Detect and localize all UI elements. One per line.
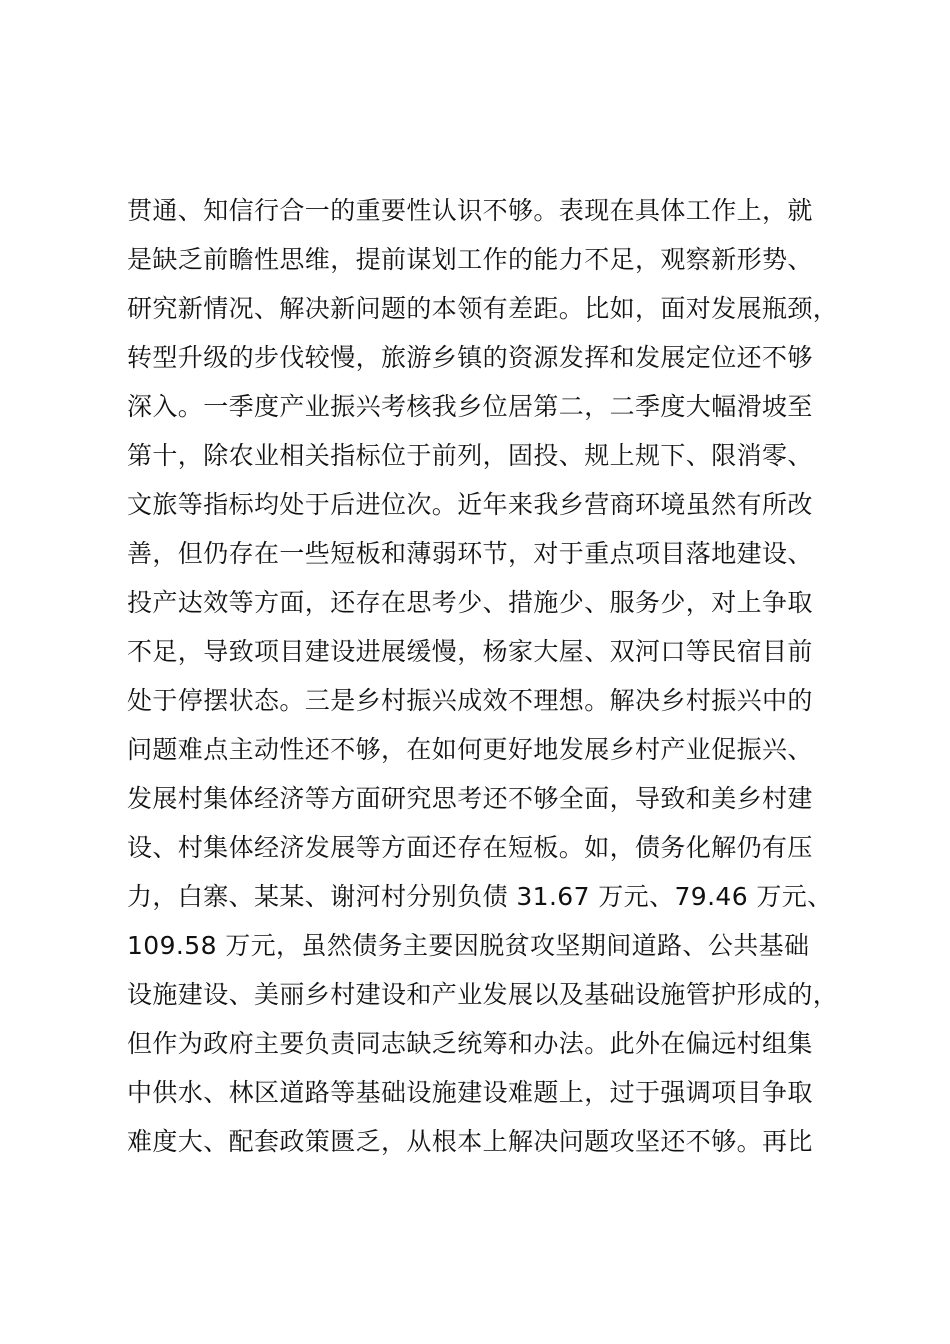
text-line: 但作为政府主要负责同志缺乏统筹和办法。此外在偏远村组集 bbox=[127, 1029, 813, 1058]
text-line: 第十，除农业相关指标位于前列，固投、规上规下、限消零、 bbox=[127, 441, 813, 470]
text-line: 深入。一季度产业振兴考核我乡位居第二，二季度大幅滑坡至 bbox=[127, 392, 813, 421]
text-line: 投产达效等方面，还存在思考少、措施少、服务少，对上争取 bbox=[127, 588, 813, 617]
text-line: 设、村集体经济发展等方面还存在短板。如，债务化解仍有压 bbox=[127, 833, 813, 862]
text-line: 中供水、林区道路等基础设施建设难题上，过于强调项目争取 bbox=[127, 1078, 813, 1107]
text-line: 发展村集体经济等方面研究思考还不够全面，导致和美乡村建 bbox=[127, 784, 813, 813]
text-line: 贯通、知信行合一的重要性认识不够。表现在具体工作上，就 bbox=[127, 196, 813, 225]
text-line: 转型升级的步伐较慢，旅游乡镇的资源发挥和发展定位还不够 bbox=[127, 343, 813, 372]
text-line: 是缺乏前瞻性思维，提前谋划工作的能力不足，观察新形势、 bbox=[127, 245, 813, 274]
text-line: 问题难点主动性还不够，在如何更好地发展乡村产业促振兴、 bbox=[127, 735, 813, 764]
text-line: 力，白寨、某某、谢河村分别负债 31.67 万元、79.46 万元、 bbox=[127, 882, 833, 911]
text-line: 处于停摆状态。三是乡村振兴成效不理想。解决乡村振兴中的 bbox=[127, 686, 813, 715]
text-line: 不足，导致项目建设进展缓慢，杨家大屋、双河口等民宿目前 bbox=[127, 637, 813, 666]
text-line: 设施建设、美丽乡村建设和产业发展以及基础设施管护形成的， bbox=[127, 980, 839, 1009]
text-line: 研究新情况、解决新问题的本领有差距。比如，面对发展瓶颈， bbox=[127, 294, 839, 323]
text-line: 善，但仍存在一些短板和薄弱环节，对于重点项目落地建设、 bbox=[127, 539, 813, 568]
text-line: 文旅等指标均处于后进位次。近年来我乡营商环境虽然有所改 bbox=[127, 490, 813, 519]
text-line: 难度大、配套政策匮乏，从根本上解决问题攻坚还不够。再比 bbox=[127, 1127, 813, 1156]
body-paragraph bbox=[127, 186, 867, 1166]
text-line: 109.58 万元，虽然债务主要因脱贫攻坚期间道路、公共基础 bbox=[127, 931, 810, 960]
